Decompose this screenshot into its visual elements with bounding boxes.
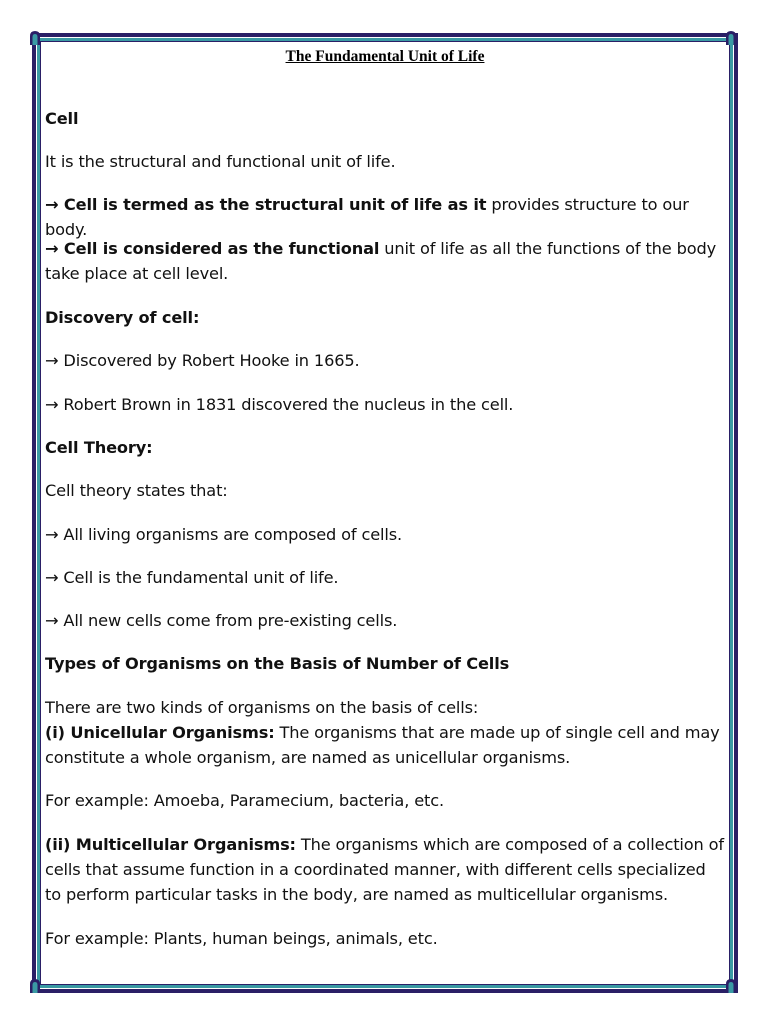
corner-ornament-icon	[28, 30, 42, 46]
cell-point-functional	[45, 236, 725, 286]
multicellular-example: For example: Plants, human beings, animals, etc.	[45, 929, 438, 949]
unicellular-label: (i) Unicellular Organisms:	[45, 723, 275, 743]
list-item: → All living organisms are composed of cells.	[45, 525, 403, 545]
corner-ornament-icon	[28, 978, 42, 994]
list-item: → Cell is the fundamental unit of life.	[45, 568, 339, 588]
types-intro: There are two kinds of organisms on the basis of cells:	[45, 698, 479, 718]
unicellular-text: The organisms that are made up of single cell and may constitute a whole organism, are named as unicellular organisms.	[45, 723, 720, 768]
list-item: → Robert Brown in 1831 discovered the nucleus in the cell.	[45, 395, 514, 415]
cell-point-functional-bold: → Cell is considered as the functional	[45, 239, 380, 259]
cell-point-structural-bold: → Cell is termed as the structural unit of life as it	[45, 195, 487, 215]
cell-point-functional-rest: unit of life as all the functions of the body take place at cell level.	[45, 239, 717, 284]
cell-point-structural-rest: provides structure to our body.	[45, 195, 689, 240]
cell-definition: It is the structural and functional unit of life.	[45, 152, 396, 172]
multicellular-paragraph	[45, 832, 725, 907]
cell-theory-intro: Cell theory states that:	[45, 481, 228, 501]
document-title: The Fundamental Unit of Life	[285, 48, 485, 65]
discovery-heading: Discovery of cell:	[45, 308, 200, 328]
multicellular-text: The organisms which are composed of a collection of cells that assume function in a coordinated manner, with different cells specialized to perform particular tasks in the body, are named as multicellular organisms.	[45, 835, 724, 905]
corner-ornament-icon	[724, 30, 738, 46]
types-heading: Types of Organisms on the Basis of Number of Cells	[45, 654, 510, 674]
unicellular-paragraph	[45, 720, 725, 770]
corner-ornament-icon	[724, 978, 738, 994]
cell-theory-heading: Cell Theory:	[45, 438, 153, 458]
cell-point-structural	[45, 192, 725, 242]
cell-heading: Cell	[45, 109, 79, 129]
list-item: → Discovered by Robert Hooke in 1665.	[45, 351, 360, 371]
unicellular-example: For example: Amoeba, Paramecium, bacteria, etc.	[45, 791, 444, 811]
multicellular-label: (ii) Multicellular Organisms:	[45, 835, 296, 855]
list-item: → All new cells come from pre-existing cells.	[45, 611, 398, 631]
